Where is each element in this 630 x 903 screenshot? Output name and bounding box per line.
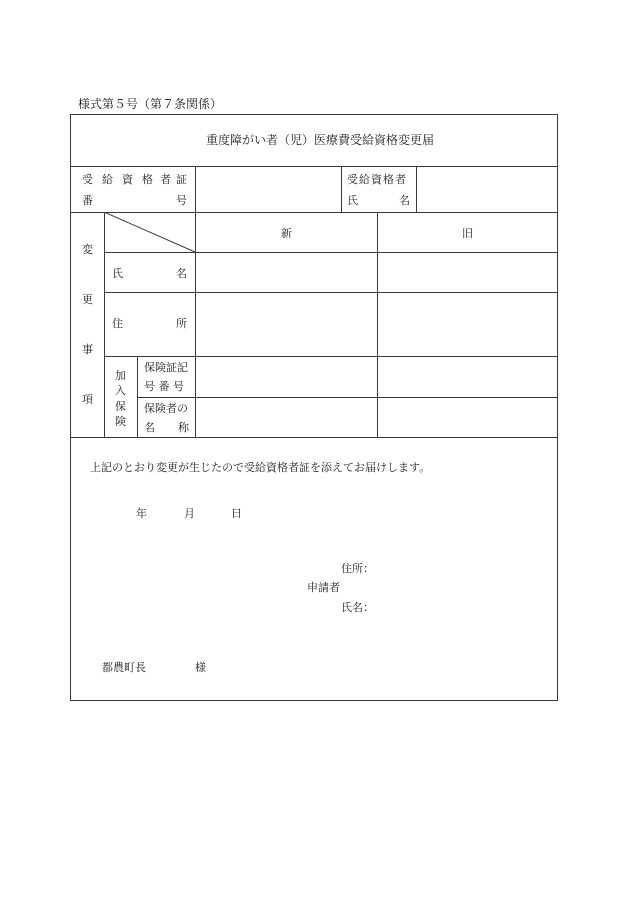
cert-label-char: 証 xyxy=(176,173,187,186)
cert-label-char: 受 xyxy=(82,173,93,186)
new-address-field[interactable] xyxy=(196,293,377,356)
name-row-label-char: 氏 xyxy=(112,267,123,280)
insurance-label-char: 険 xyxy=(115,415,126,428)
form-number-note: 様式第５号（第７条関係） xyxy=(78,97,223,111)
applicant-address-label: 住所： xyxy=(341,562,374,575)
change-section-bottom xyxy=(70,437,558,438)
cert-label-char: 給 xyxy=(102,173,113,186)
insurance-cert-label-line1: 保険証記 xyxy=(144,361,188,374)
frame-right xyxy=(557,114,558,701)
new-insurer-name-field[interactable] xyxy=(196,398,377,437)
frame-left xyxy=(70,114,71,701)
date-month-label: 月 xyxy=(184,507,195,520)
insurance-label-char: 入 xyxy=(115,384,126,397)
new-name-field[interactable] xyxy=(196,253,377,292)
holder-name-value[interactable] xyxy=(417,167,557,212)
declaration-text: 上記のとおり変更が生じたので受給資格者証を添えてお届けします。 xyxy=(90,461,431,474)
cert-label-char: 号 xyxy=(176,194,187,207)
cert-label-char: 格 xyxy=(142,173,153,186)
column-old-header: 旧 xyxy=(462,227,473,240)
insurance-cert-label-line2: 号 番 号 xyxy=(144,380,184,393)
applicant-label: 申請者 xyxy=(307,581,340,594)
applicant-name-label: 氏名： xyxy=(341,601,374,614)
old-address-field[interactable] xyxy=(378,293,557,356)
new-insurance-cert-field[interactable] xyxy=(196,357,377,397)
insurance-label-char: 保 xyxy=(115,400,126,413)
cert-label-char: 者 xyxy=(160,173,171,186)
name-row-label-char: 名 xyxy=(176,267,187,280)
cert-number-value[interactable] xyxy=(196,167,341,212)
holder-label-line1: 受給資格者 xyxy=(347,173,407,186)
diagonal-corner-line xyxy=(104,212,196,253)
frame-bottom xyxy=(70,700,558,701)
side-label-char: 更 xyxy=(82,293,93,306)
addressee-honorific: 様 xyxy=(195,661,206,674)
old-insurer-name-field[interactable] xyxy=(378,398,557,437)
insurer-name-label-line1: 保険者の xyxy=(144,402,188,415)
holder-label-char: 名 xyxy=(399,194,410,207)
side-label-char: 変 xyxy=(82,243,93,256)
row1-divider-b xyxy=(341,166,342,212)
date-day-label: 日 xyxy=(231,507,242,520)
address-row-label-char: 所 xyxy=(176,317,187,330)
side-label-char: 事 xyxy=(82,343,93,356)
addressee-mayor: 都農町長 xyxy=(102,661,146,674)
old-name-field[interactable] xyxy=(378,253,557,292)
side-label-char: 項 xyxy=(82,393,93,406)
insurer-name-label-char: 称 xyxy=(178,421,189,434)
old-insurance-cert-field[interactable] xyxy=(378,357,557,397)
date-year-label: 年 xyxy=(136,507,147,520)
holder-label-char: 氏 xyxy=(347,194,358,207)
cert-label-char: 資 xyxy=(122,173,133,186)
insurer-name-label-char: 名 xyxy=(144,421,155,434)
cert-label-char: 番 xyxy=(82,194,93,207)
insurance-label-char: 加 xyxy=(115,369,126,382)
form-title: 重度障がい者（児）医療費受給資格変更届 xyxy=(206,133,435,147)
column-new-header: 新 xyxy=(281,227,292,240)
address-row-label-char: 住 xyxy=(112,317,123,330)
frame-top xyxy=(70,114,558,115)
